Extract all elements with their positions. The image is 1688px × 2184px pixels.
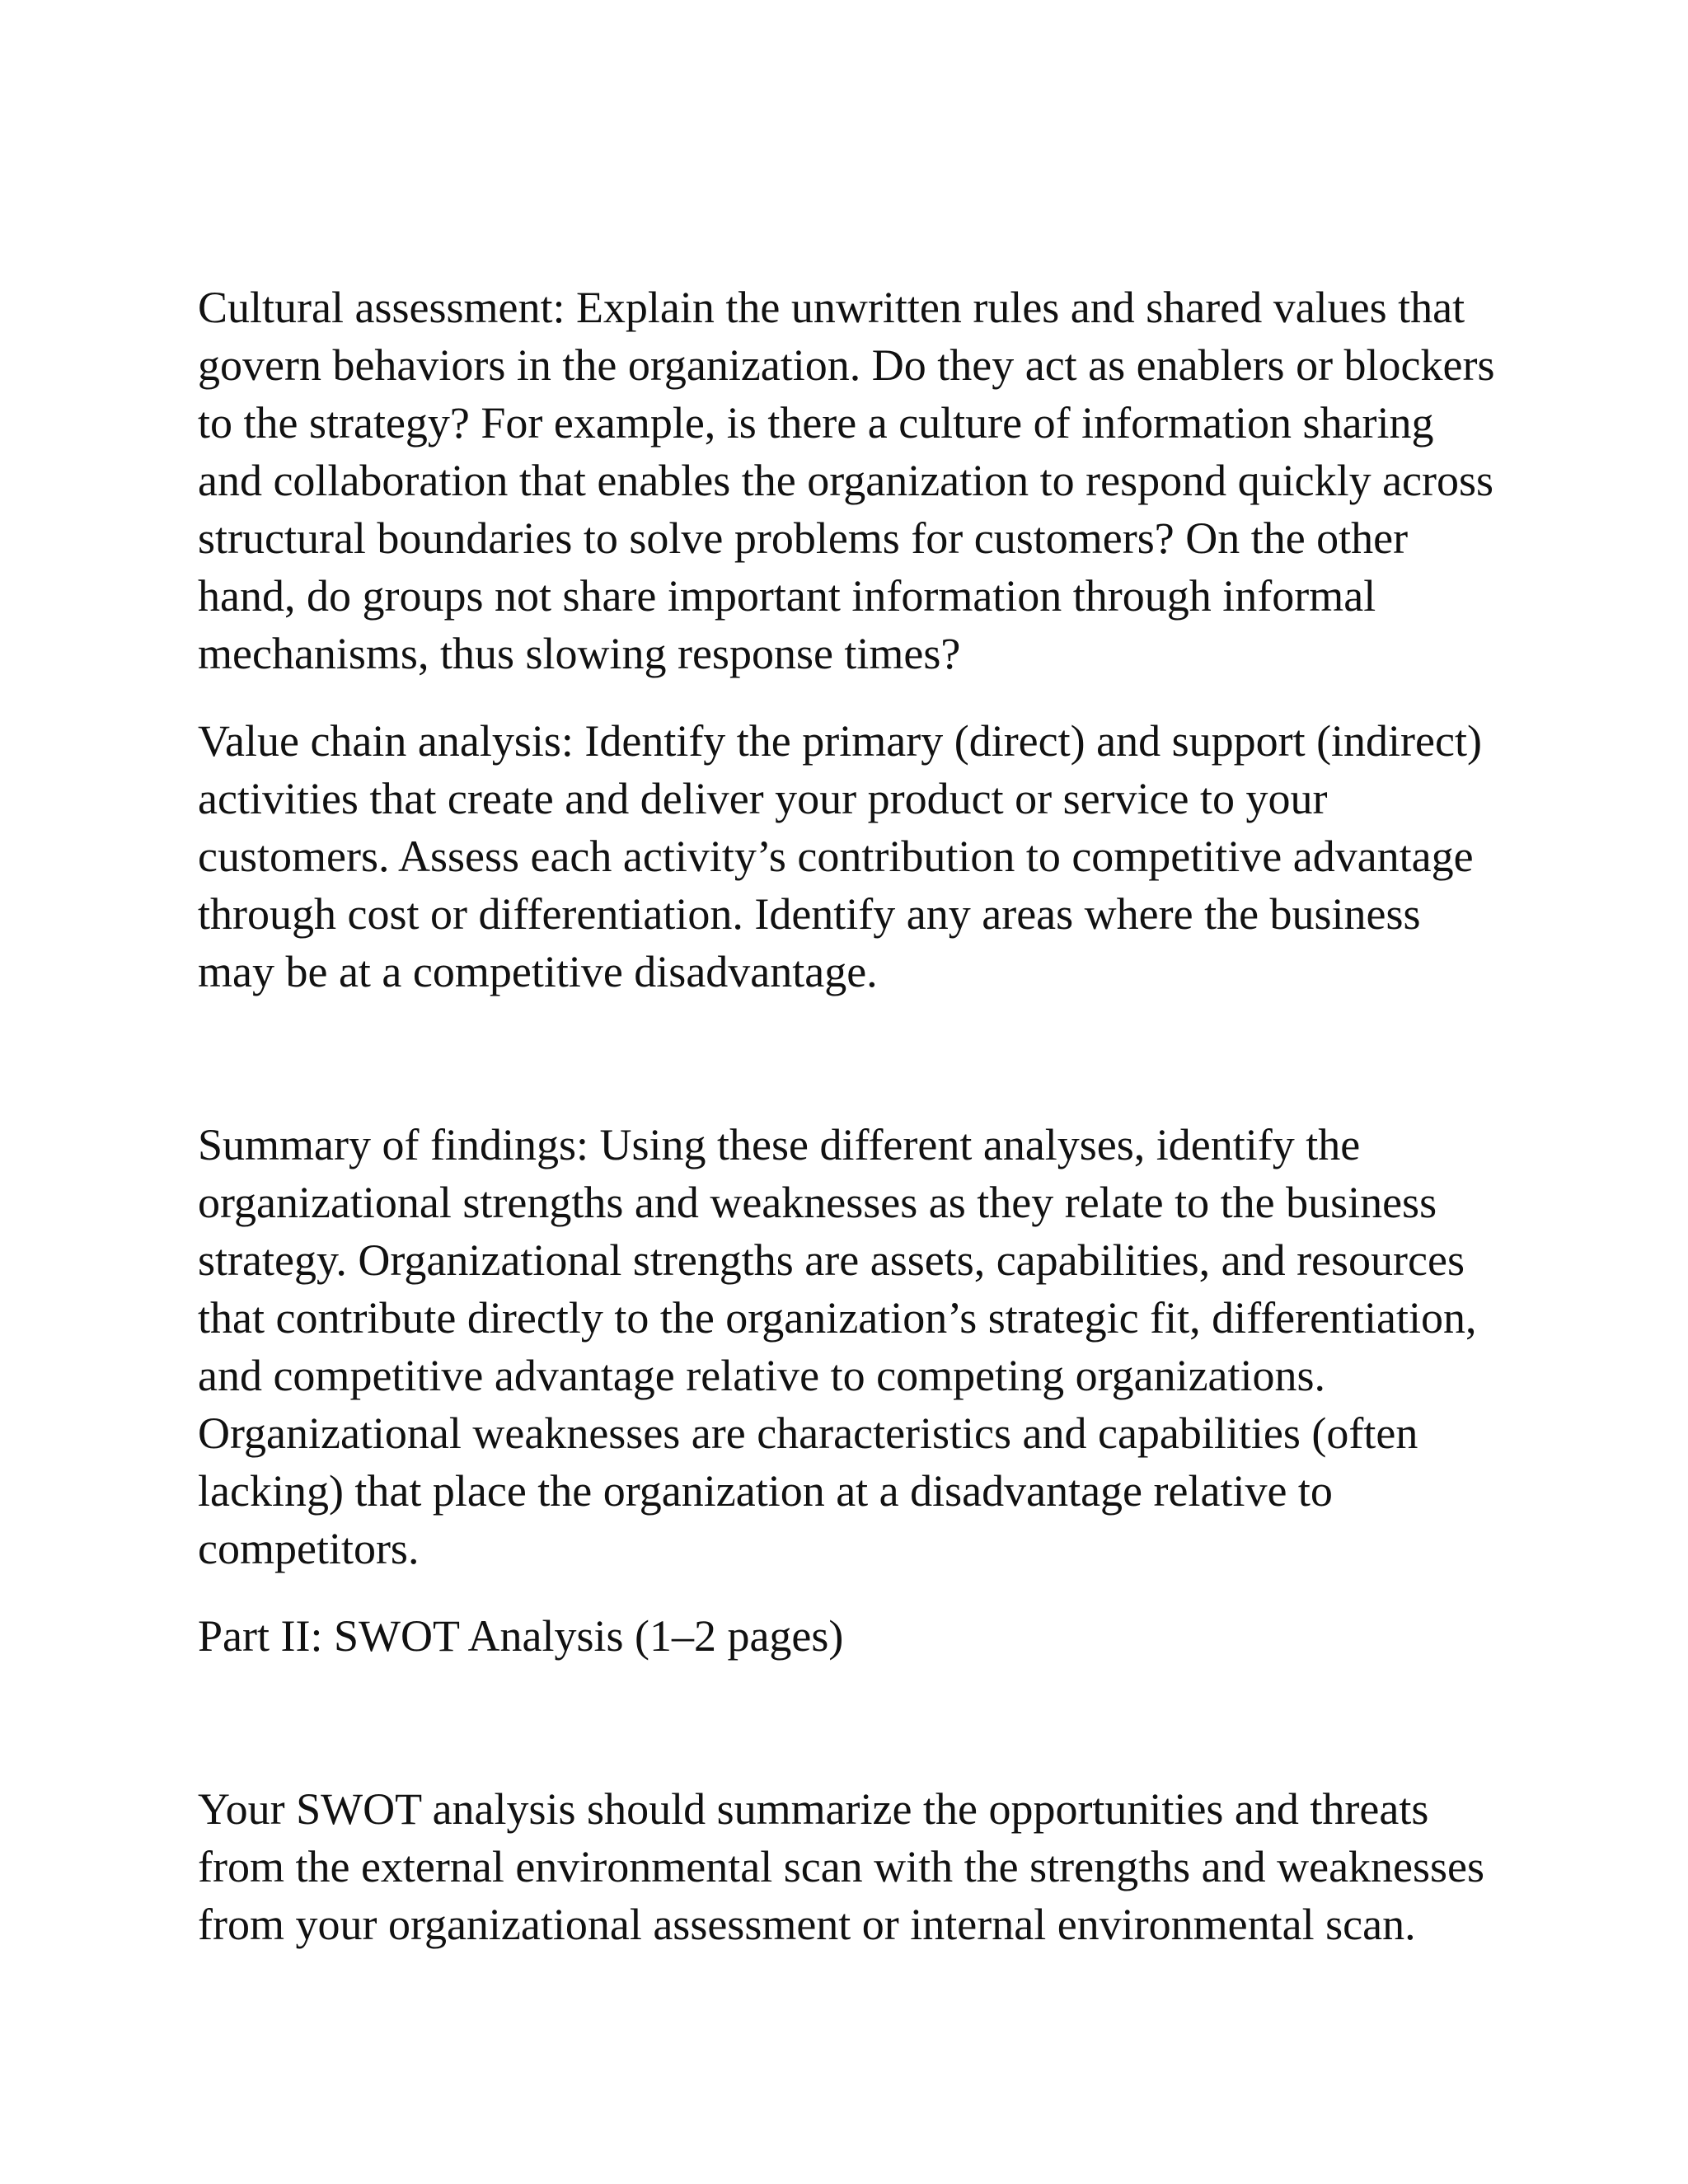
cultural-assessment-paragraph: Cultural assessment: Explain the unwritten rules and shared values that govern behaviors in the organization. Do they act as enablers or blockers to the strategy? For example, is there a culture of information sharing and collaboration that enables the organization to respond quickly across structural boundaries to solve problems for customers? On the other hand, do groups not share important information through informal mechanisms, thus slowing response times?	[198, 283, 1495, 678]
swot-analysis-paragraph: Your SWOT analysis should summarize the opportunities and threats from the external environmental scan with the strengths and weaknesses from your organizational assessment or internal environmental scan.	[198, 1784, 1485, 1949]
summary-of-findings-paragraph: Summary of findings: Using these different analyses, identify the organizational strengths and weaknesses as they relate to the business strategy. Organizational strengths are assets, capabilities, and resources that contribute directly to the organization’s strategic fit, differentiation, and competitive advantage relative to competing organizations. Organizational weaknesses are characteristics and capabilities (often lacking) that place the organization at a disadvantage relative to competitors.	[198, 1120, 1477, 1573]
part-two-heading: Part II: SWOT Analysis (1–2 pages)	[198, 1611, 844, 1661]
value-chain-analysis-paragraph: Value chain analysis: Identify the primary (direct) and support (indirect) activities that create and deliver your product or service to your customers. Assess each activity’s contribution to competitive advantage through cost or differentiation. Identify any areas where the business may be at a competitive disadvantage.	[198, 716, 1482, 996]
